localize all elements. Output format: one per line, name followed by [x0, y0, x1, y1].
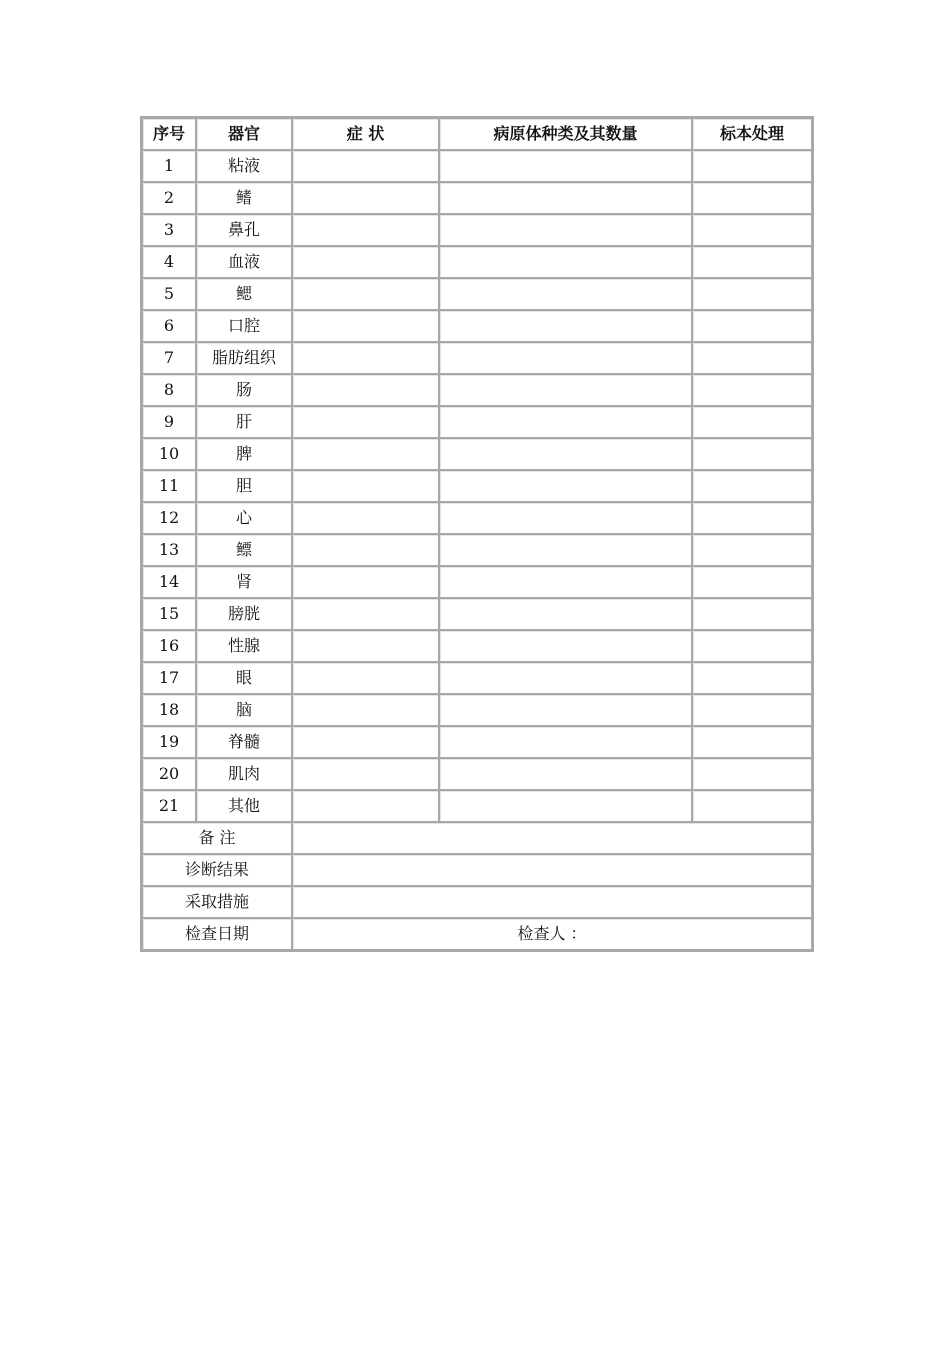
row-organ: 脊髓 [196, 726, 292, 758]
row-symptom-field[interactable] [292, 182, 439, 214]
table-row [142, 278, 812, 310]
row-symptom-field[interactable] [292, 310, 439, 342]
row-symptom-field[interactable] [292, 214, 439, 246]
row-pathogen-field[interactable] [439, 534, 692, 566]
row-organ: 性腺 [196, 630, 292, 662]
diagnosis-label: 诊断结果 [142, 854, 292, 886]
remarks-field[interactable] [292, 822, 812, 854]
row-organ: 鳃 [196, 278, 292, 310]
row-pathogen-field[interactable] [439, 694, 692, 726]
row-no: 13 [142, 534, 196, 566]
table-row [142, 246, 812, 278]
row-specimen-field[interactable] [692, 246, 812, 278]
header-pathogen: 病原体种类及其数量 [439, 118, 692, 150]
table-row [142, 534, 812, 566]
row-no: 14 [142, 566, 196, 598]
table-row [142, 790, 812, 822]
row-organ: 眼 [196, 662, 292, 694]
table-row [142, 726, 812, 758]
table-row [142, 694, 812, 726]
table-row [142, 374, 812, 406]
diagnosis-row [142, 854, 812, 886]
row-organ: 粘液 [196, 150, 292, 182]
header-specimen: 标本处理 [692, 118, 812, 150]
row-specimen-field[interactable] [692, 470, 812, 502]
row-pathogen-field[interactable] [439, 726, 692, 758]
row-no: 18 [142, 694, 196, 726]
row-organ: 肠 [196, 374, 292, 406]
row-organ: 血液 [196, 246, 292, 278]
row-organ: 其他 [196, 790, 292, 822]
organ-rows [142, 150, 812, 822]
remarks-label: 备 注 [142, 822, 292, 854]
row-organ: 肾 [196, 566, 292, 598]
row-organ: 肝 [196, 406, 292, 438]
row-specimen-field[interactable] [692, 374, 812, 406]
row-no: 20 [142, 758, 196, 790]
row-specimen-field[interactable] [692, 342, 812, 374]
table-row [142, 310, 812, 342]
row-symptom-field[interactable] [292, 438, 439, 470]
row-organ: 脑 [196, 694, 292, 726]
row-no: 8 [142, 374, 196, 406]
header-symptom: 症 状 [292, 118, 439, 150]
row-organ: 鳔 [196, 534, 292, 566]
row-symptom-field[interactable] [292, 470, 439, 502]
row-pathogen-field[interactable] [439, 406, 692, 438]
row-pathogen-field[interactable] [439, 790, 692, 822]
table-row [142, 342, 812, 374]
row-symptom-field[interactable] [292, 566, 439, 598]
measures-field[interactable] [292, 886, 812, 918]
row-organ: 脂肪组织 [196, 342, 292, 374]
row-pathogen-field[interactable] [439, 662, 692, 694]
row-pathogen-field[interactable] [439, 566, 692, 598]
row-symptom-field[interactable] [292, 758, 439, 790]
row-pathogen-field[interactable] [439, 150, 692, 182]
row-no: 15 [142, 598, 196, 630]
row-organ: 胆 [196, 470, 292, 502]
row-pathogen-field[interactable] [439, 598, 692, 630]
table-row [142, 630, 812, 662]
row-organ: 鼻孔 [196, 214, 292, 246]
row-no: 19 [142, 726, 196, 758]
row-pathogen-field[interactable] [439, 182, 692, 214]
row-no: 12 [142, 502, 196, 534]
row-specimen-field[interactable] [692, 310, 812, 342]
row-specimen-field[interactable] [692, 726, 812, 758]
row-symptom-field[interactable] [292, 630, 439, 662]
row-specimen-field[interactable] [692, 694, 812, 726]
row-specimen-field[interactable] [692, 182, 812, 214]
row-symptom-field[interactable] [292, 662, 439, 694]
row-no: 9 [142, 406, 196, 438]
row-specimen-field[interactable] [692, 278, 812, 310]
measures-row [142, 886, 812, 918]
fish-examination-table [140, 116, 814, 952]
row-symptom-field[interactable] [292, 694, 439, 726]
table-row [142, 566, 812, 598]
row-pathogen-field[interactable] [439, 342, 692, 374]
row-specimen-field[interactable] [692, 566, 812, 598]
row-symptom-field[interactable] [292, 726, 439, 758]
row-specimen-field[interactable] [692, 758, 812, 790]
inspector-label[interactable]: 检查人 ： [292, 918, 812, 950]
row-specimen-field[interactable] [692, 662, 812, 694]
row-organ: 肌肉 [196, 758, 292, 790]
row-no: 1 [142, 150, 196, 182]
row-pathogen-field[interactable] [439, 438, 692, 470]
row-specimen-field[interactable] [692, 214, 812, 246]
date-row [142, 918, 812, 950]
row-pathogen-field[interactable] [439, 246, 692, 278]
row-no: 11 [142, 470, 196, 502]
row-organ: 鳍 [196, 182, 292, 214]
table-row [142, 470, 812, 502]
row-no: 5 [142, 278, 196, 310]
header-organ: 器官 [196, 118, 292, 150]
row-no: 10 [142, 438, 196, 470]
row-no: 2 [142, 182, 196, 214]
row-pathogen-field[interactable] [439, 278, 692, 310]
row-organ: 膀胱 [196, 598, 292, 630]
date-label: 检查日期 [142, 918, 292, 950]
row-pathogen-field[interactable] [439, 502, 692, 534]
header-row [142, 118, 812, 150]
row-pathogen-field[interactable] [439, 214, 692, 246]
row-no: 3 [142, 214, 196, 246]
row-symptom-field[interactable] [292, 342, 439, 374]
row-no: 4 [142, 246, 196, 278]
measures-label: 采取措施 [142, 886, 292, 918]
table-row [142, 182, 812, 214]
remarks-row [142, 822, 812, 854]
row-organ: 心 [196, 502, 292, 534]
row-specimen-field[interactable] [692, 438, 812, 470]
table-row [142, 662, 812, 694]
row-pathogen-field[interactable] [439, 310, 692, 342]
table-row [142, 150, 812, 182]
header-no: 序号 [142, 118, 196, 150]
table-row [142, 598, 812, 630]
table-row [142, 214, 812, 246]
row-symptom-field[interactable] [292, 534, 439, 566]
row-no: 7 [142, 342, 196, 374]
row-specimen-field[interactable] [692, 406, 812, 438]
row-specimen-field[interactable] [692, 790, 812, 822]
row-specimen-field[interactable] [692, 598, 812, 630]
row-symptom-field[interactable] [292, 598, 439, 630]
row-no: 6 [142, 310, 196, 342]
row-symptom-field[interactable] [292, 374, 439, 406]
diagnosis-field[interactable] [292, 854, 812, 886]
row-no: 21 [142, 790, 196, 822]
row-symptom-field[interactable] [292, 790, 439, 822]
table-row [142, 758, 812, 790]
row-organ: 口腔 [196, 310, 292, 342]
row-specimen-field[interactable] [692, 502, 812, 534]
row-pathogen-field[interactable] [439, 758, 692, 790]
row-specimen-field[interactable] [692, 150, 812, 182]
row-pathogen-field[interactable] [439, 470, 692, 502]
row-specimen-field[interactable] [692, 630, 812, 662]
row-no: 17 [142, 662, 196, 694]
row-specimen-field[interactable] [692, 534, 812, 566]
row-symptom-field[interactable] [292, 502, 439, 534]
row-no: 16 [142, 630, 196, 662]
table-row [142, 502, 812, 534]
row-symptom-field[interactable] [292, 278, 439, 310]
row-organ: 脾 [196, 438, 292, 470]
row-symptom-field[interactable] [292, 406, 439, 438]
table-row [142, 406, 812, 438]
table-row [142, 438, 812, 470]
row-symptom-field[interactable] [292, 150, 439, 182]
row-symptom-field[interactable] [292, 246, 439, 278]
row-pathogen-field[interactable] [439, 374, 692, 406]
row-pathogen-field[interactable] [439, 630, 692, 662]
